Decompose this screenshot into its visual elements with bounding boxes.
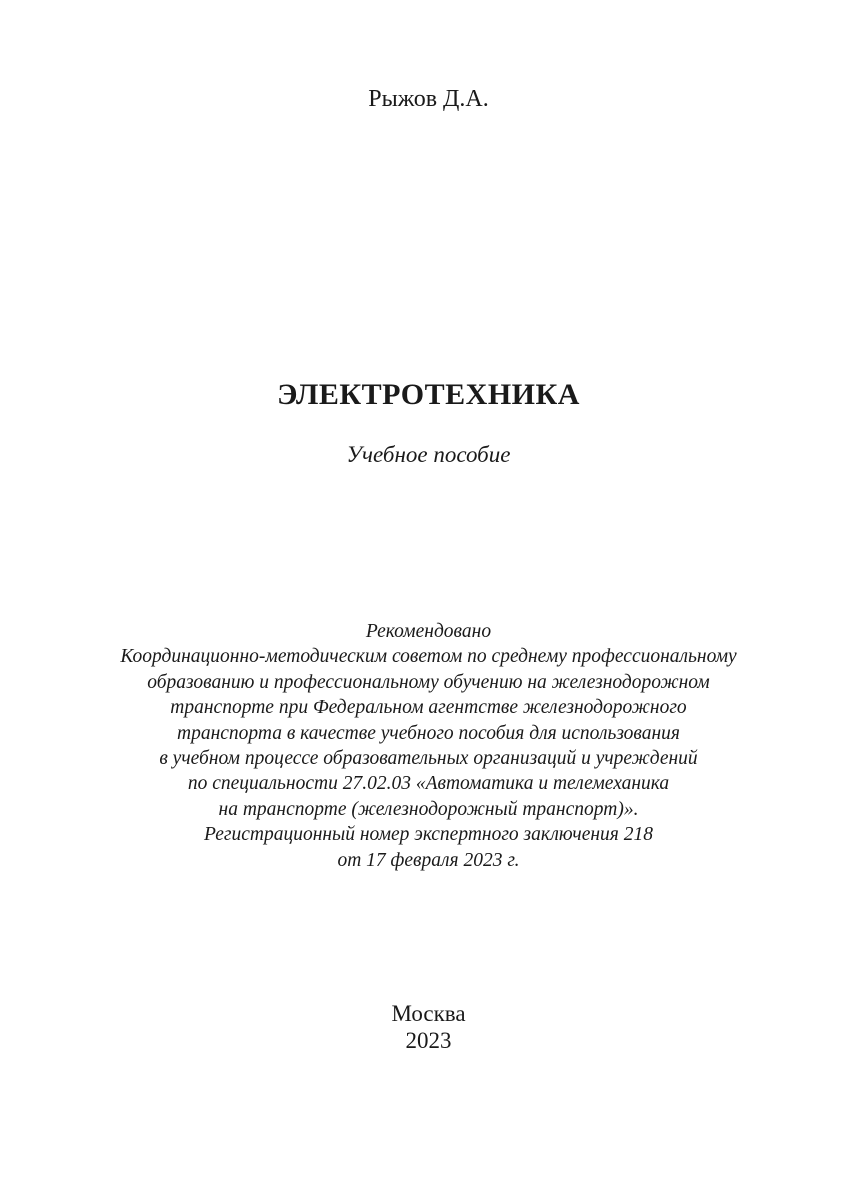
imprint-city: Москва <box>391 1001 466 1026</box>
author-name: Рыжов Д.А. <box>368 86 489 112</box>
approval-line: в учебном процессе образовательных организаций и учреждений <box>159 748 698 770</box>
approval-line: транспорте при Федеральном агентстве железнодорожного <box>170 697 687 719</box>
imprint <box>0 1000 857 1054</box>
approval-block <box>0 619 857 873</box>
approval-line: образованию и профессиональному обучению на железнодорожном <box>147 671 710 693</box>
imprint-year: 2023 <box>405 1028 452 1053</box>
approval-line: от 17 февраля 2023 г. <box>337 849 520 871</box>
approval-line: по специальности 27.02.03 «Автоматика и телемеханика <box>187 773 670 795</box>
approval-line: Координационно-методическим советом по среднему профессиональному <box>120 646 737 668</box>
approval-line: на транспорте (железнодорожный транспорт)». <box>218 798 639 820</box>
approval-line: Рекомендовано <box>365 621 492 642</box>
book-title: ЭЛЕКТРОТЕХНИКА <box>277 378 580 411</box>
approval-line: Регистрационный номер экспертного заключения 218 <box>204 824 653 846</box>
book-subtitle: Учебное пособие <box>346 442 511 467</box>
approval-line: транспорта в качестве учебного пособия для использования <box>176 722 680 744</box>
